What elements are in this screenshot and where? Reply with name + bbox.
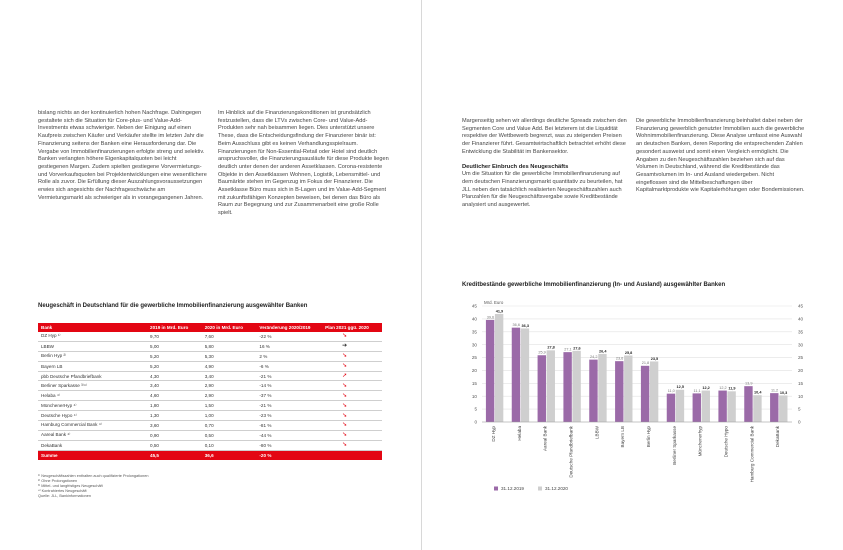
footnote: ³⁾ Mittel- und langfristiges Neugeschäft [38, 484, 103, 488]
y-tick-label-left: 15 [471, 380, 477, 386]
footnote: ²⁾ Ohne Prolongationen [38, 479, 78, 483]
trend-down-icon: ➘ [342, 442, 348, 449]
data-label: 23,5 [650, 356, 659, 361]
table-row [38, 391, 382, 401]
table-row [38, 401, 382, 411]
cell-2020: 5,30 [202, 351, 257, 361]
bar-2019 [615, 361, 623, 422]
bar-2020 [727, 391, 735, 422]
data-label: 36,3 [521, 323, 529, 328]
table-row [38, 421, 382, 431]
table-body [38, 332, 382, 460]
data-label: 41,9 [495, 309, 504, 314]
y-tick-label-right: 40 [798, 316, 804, 322]
cell-2020: 36,6 [202, 450, 257, 459]
cell-plan [322, 440, 382, 450]
cell-plan [322, 361, 382, 371]
table-footnotes [38, 474, 148, 499]
x-tick-label: Berlin Hyp [645, 426, 651, 448]
left-page [0, 0, 421, 550]
y-tick-label-right: 30 [798, 342, 804, 348]
cell-plan [322, 391, 382, 401]
cell-2020: 3,40 [202, 371, 257, 381]
cell-bank: Bayern LB [38, 361, 147, 371]
y-tick-label-right: 10 [798, 393, 804, 399]
bar-2020 [624, 355, 632, 422]
bar-2020 [547, 350, 555, 422]
y-tick-label-right: 25 [798, 355, 804, 361]
cell-2020: 0,10 [202, 440, 257, 450]
bar-2019 [693, 393, 701, 422]
trend-down-icon: ➘ [342, 363, 348, 370]
right-paragraph-2: Um die Situation für die gewerbliche Immobilienfinanzierung auf dem deutschen Finanzierungsmarkt quantitativ zu beurteilen, hat JLL neben den tatsächlich realisierten Neugeschäftszahlen auch Planzahlen für die Neugeschäftsvergabe sowie Kreditbestände analysiert und ausgewertet. [462, 171, 623, 209]
loan-portfolio-chart [452, 294, 822, 504]
footnote: ¹⁾ Neugeschäftszahlen enthalten auch qualifizierte Prolongationen [38, 474, 149, 478]
x-tick-label: LBBW [594, 426, 600, 440]
y-axis-unit: Mrd. Euro [484, 300, 504, 305]
x-tick-label: Berliner Sparkasse [671, 426, 677, 465]
data-label: 27,1 [564, 347, 572, 352]
left-paragraph-1: bislang nichts an der kontinuierlich hohen Nachfrage. Dahingegen gestaltete sich die Situation für Core-plus- und Value-Add-Investments etwas schwieriger. Neben der Einigung auf einen Kaufpreis zwischen Käufer und Verkäufer stellte im letzten Jahr die Finanzierung seitens der Banken eine Herausforderung dar. Die Vergabe von Immobilienfinanzierungen erfolgte streng und selektiv. Banken verlangten höhere Eigenkapitalquoten bei leicht gestiegenen Margen. Zudem spielten gestiegene Vorvermietungs- und Vorverkaufsquoten bei Projektentwicklungen eine wesentlichere Rolle als zuvor. Die Erfüllung dieser Auszahlungsvoraussetzungen erwies sich angesichts der Nachfrageschwäche am Vermietungsmarkt als schwieriger als in vorangegangenen Jahren. [38, 110, 207, 201]
cell-change: 2 % [256, 351, 322, 361]
cell-2019: 1,80 [147, 401, 202, 411]
cell-2020: 0,70 [202, 421, 257, 431]
header-bank: Bank [38, 323, 147, 332]
data-label: 10,3 [779, 390, 788, 395]
table-header-row [38, 323, 382, 332]
trend-down-icon: ➘ [342, 382, 348, 389]
cell-plan [322, 371, 382, 381]
footnote: ⁴⁾ Kontrahiertes Neugeschäft [38, 489, 87, 493]
cell-2019: 3,40 [147, 381, 202, 391]
data-label: 10,4 [754, 390, 762, 395]
data-label: 26,4 [599, 349, 607, 354]
data-label: 21,8 [641, 361, 650, 366]
trend-down-icon: ➘ [342, 412, 348, 419]
right-page [422, 0, 843, 550]
cell-2019: 1,30 [147, 411, 202, 421]
cell-bank: Berlin Hyp ²⁾ [38, 351, 147, 361]
y-tick-label-right: 5 [798, 406, 801, 412]
cell-2019: 5,20 [147, 351, 202, 361]
left-text-column-2 [218, 110, 390, 218]
cell-2019: 4,60 [147, 391, 202, 401]
trend-down-icon: ➘ [342, 392, 348, 399]
legend-label: 31.12.2019 [501, 486, 524, 491]
y-tick-label-right: 35 [798, 329, 804, 335]
data-label: 12,5 [676, 385, 684, 390]
bar-2019 [512, 328, 520, 422]
cell-bank: Summe [38, 450, 147, 459]
y-tick-label-left: 30 [471, 342, 477, 348]
footnote: Quelle: JLL, Bankinformationen [38, 494, 91, 498]
header-2020: 2020 in Mrd. Euro [202, 323, 257, 332]
left-text-column-1 [38, 110, 208, 202]
data-label: 36,6 [512, 323, 520, 328]
table-row [38, 341, 382, 351]
cell-bank: Aareal Bank ⁴⁾ [38, 430, 147, 440]
cell-bank: pbb Deutsche Pfandbriefbank [38, 371, 147, 381]
data-label: 25,9 [538, 350, 546, 355]
trend-flat-icon: ➔ [342, 343, 348, 350]
bar-2019 [589, 360, 597, 422]
x-tick-label: Hamburg Commercial Bank [749, 426, 755, 483]
cell-bank: DekaBank [38, 440, 147, 450]
x-tick-label: Helaba [516, 426, 522, 441]
cell-change: -80 % [256, 440, 322, 450]
cell-2020: 1,00 [202, 411, 257, 421]
cell-bank: Deutsche Hypo ⁴⁾ [38, 411, 147, 421]
cell-change: -20 % [256, 450, 322, 459]
cell-bank: Berliner Sparkasse ³⁾⁴⁾ [38, 381, 147, 391]
y-tick-label-left: 35 [471, 329, 477, 335]
right-text-column-1 [462, 118, 627, 210]
trend-down-icon: ➘ [342, 432, 348, 439]
y-tick-label-left: 25 [471, 355, 477, 361]
cell-2019: 4,30 [147, 371, 202, 381]
data-label: 23,6 [615, 356, 624, 361]
cell-bank: DZ Hyp ¹⁾ [38, 332, 147, 341]
data-label: 11,2 [771, 388, 779, 393]
legend-swatch [538, 487, 542, 491]
data-label: 27,8 [547, 345, 555, 350]
cell-change: -6 % [256, 361, 322, 371]
y-tick-label-left: 45 [471, 303, 477, 309]
data-label: 11,0 [667, 389, 675, 394]
data-label: 11,9 [728, 386, 736, 391]
cell-2020: 5,80 [202, 341, 257, 351]
legend-swatch [494, 487, 498, 491]
trend-down-icon: ➘ [342, 353, 348, 360]
data-label: 27,6 [573, 346, 581, 351]
bar-2019 [538, 355, 546, 422]
y-tick-label-left: 10 [471, 393, 477, 399]
y-tick-label-right: 45 [798, 303, 804, 309]
bar-2020 [650, 361, 658, 422]
cell-2020: 4,90 [202, 361, 257, 371]
x-tick-label: Bayern LB [620, 426, 626, 448]
cell-change: -44 % [256, 430, 322, 440]
table-row [38, 440, 382, 450]
header-plan: Plan 2021 ggü. 2020 [322, 323, 382, 332]
table-row [38, 332, 382, 341]
cell-plan [322, 450, 382, 459]
cell-plan [322, 332, 382, 341]
cell-plan [322, 401, 382, 411]
table-row [38, 361, 382, 371]
y-tick-label-right: 20 [798, 368, 804, 374]
data-label: 13,9 [745, 381, 753, 386]
cell-2019: 0,50 [147, 440, 202, 450]
trend-down-icon: ➘ [342, 333, 348, 340]
y-tick-label-right: 15 [798, 380, 804, 386]
bar-2019 [744, 386, 752, 422]
table-total-row [38, 450, 382, 459]
cell-2020: 7,60 [202, 332, 257, 341]
bar-2020 [495, 314, 503, 422]
trend-down-icon: ➘ [342, 422, 348, 429]
bar-2020 [598, 354, 606, 422]
cell-change: -14 % [256, 381, 322, 391]
cell-change: -81 % [256, 421, 322, 431]
cell-2020: 0,50 [202, 430, 257, 440]
cell-2019: 5,20 [147, 361, 202, 371]
cell-change: -21 % [256, 371, 322, 381]
data-label: 12,2 [719, 385, 727, 390]
cell-plan [322, 351, 382, 361]
cell-bank: Helaba ⁴⁾ [38, 391, 147, 401]
y-tick-label-left: 5 [474, 406, 477, 412]
data-label: 24,2 [590, 355, 598, 360]
cell-bank: LBBW [38, 341, 147, 351]
cell-2019: 45,5 [147, 450, 202, 459]
cell-change: -21 % [256, 401, 322, 411]
bar-2019 [718, 391, 726, 422]
table-title: Neugeschäft in Deutschland für die gewerbliche Immobilienfinanzierung ausgewählter Banken [38, 303, 308, 309]
x-tick-label: Deutsche Pfandbriefbank [568, 426, 574, 478]
table-row [38, 371, 382, 381]
bar-2019 [641, 366, 649, 422]
x-tick-label: DZ Hyp [490, 426, 496, 442]
cell-bank: MünchenerHyp ⁴⁾ [38, 401, 147, 411]
legend-label: 31.12.2020 [545, 486, 568, 491]
right-paragraph-3: Die gewerbliche Immobilienfinanzierung beinhaltet dabei neben der Finanzierung gewerblich genutzter Immobilien auch die gewerbliche Wohnimmobilienfinanzierung. Diese Analyse umfasst eine Auswahl an deutschen Banken, deren Reporting die entsprechenden Zahlen gesondert ausweist und somit einen Vergleich ermöglicht. Die Angaben zu den Neugeschäftszahlen beziehen sich auf das Volumen in Deutschland, während die Kreditbestände das Gesamtvolumen im In- und Ausland wiedergeben. Nicht eingeflossen sind die Mittelbeschaffungen über Kapitalmarktprodukte wie Kapitalerhöhungen oder Bondemissionen. [636, 118, 805, 194]
cell-plan [322, 411, 382, 421]
cell-2019: 5,00 [147, 341, 202, 351]
right-text-column-2 [636, 118, 806, 195]
right-paragraph-1: Margenseitig sehen wir allerdings deutliche Spreads zwischen den Segmenten Core und Value Add. Bei letzterem ist die Liquidität respektive der Wettbewerb begrenzt, was zu steigenden Preisen der Finanzierer führt. Gesamtwirtschaftlich betrachtet erhöht diese Entwicklung die Stabilität im Bankensektor. [462, 118, 627, 155]
cell-bank: Hamburg Commercial Bank ⁴⁾ [38, 421, 147, 431]
y-tick-label-left: 0 [474, 419, 477, 425]
y-tick-label-right: 0 [798, 419, 801, 425]
y-tick-label-left: 40 [471, 316, 477, 322]
bar-2020 [521, 328, 529, 422]
bar-2020 [779, 395, 787, 422]
bar-2020 [572, 351, 580, 422]
cell-change: 16 % [256, 341, 322, 351]
trend-up-icon: ➚ [342, 373, 348, 379]
bar-2019 [563, 352, 571, 422]
cell-plan [322, 341, 382, 351]
data-label: 11,1 [693, 388, 701, 393]
table-row [38, 430, 382, 440]
cell-2020: 1,50 [202, 401, 257, 411]
data-label: 39,6 [486, 315, 495, 320]
bar-2019 [667, 394, 675, 422]
data-label: 25,8 [624, 350, 633, 355]
x-tick-label: Aareal Bank [542, 426, 548, 452]
cell-2019: 9,70 [147, 332, 202, 341]
cell-change: -22 % [256, 332, 322, 341]
cell-2019: 3,60 [147, 421, 202, 431]
new-business-table [38, 323, 382, 460]
cell-2019: 0,90 [147, 430, 202, 440]
x-tick-label: Deutsche Hypo [723, 426, 729, 458]
bar-2019 [486, 320, 494, 422]
cell-plan [322, 421, 382, 431]
cell-change: -23 % [256, 411, 322, 421]
x-tick-label: Münchenerhyp [697, 426, 703, 457]
header-change: Veränderung 2020/2019 [256, 323, 322, 332]
table-row [38, 411, 382, 421]
x-tick-label: DekaBank [775, 426, 781, 448]
cell-2020: 2,90 [202, 381, 257, 391]
chart-title: Kreditbestände gewerbliche Immobilienfinanzierung (In- und Ausland) ausgewählter Banken [462, 282, 726, 288]
left-paragraph-2: Im Hinblick auf die Finanzierungskonditionen ist grundsätzlich festzustellen, dass die LTVs zwischen Core- und Value-Add-Produkten sehr nah beisammen liegen. Dies unterstützt unsere These, dass die Entscheidungsfindung der Finanzierer binär ist: Beim Ausschluss gibt es keinen Verhandlungsspielraum. Finanzierungen für Non-Essential-Retail oder Hotel sind deutlich anspruchsvoller, die Finanzierungsausläufe für diese Produkte liegen deutlich unter denen der anderen Assetklassen. Corona-resistente Objekte in den Assetklassen Wohnen, Logistik, Lebensmittel- und Baumärkte stehen im Gegenzug im Fokus der Finanzierer. Die Assetklasse Büro muss sich in B-Lagen und im Value-Add-Segment mit zukunftsfähigen Konzepten beweisen, bei denen das Büro als Raum zur Begegnung und zur Zusammenarbeit eine große Rolle spielt. [218, 110, 389, 217]
right-section-heading: Deutlicher Einbruch des Neugeschäfts [462, 163, 569, 170]
bar-2020 [676, 390, 684, 422]
table-row [38, 351, 382, 361]
data-label: 12,2 [702, 385, 710, 390]
cell-plan [322, 430, 382, 440]
y-tick-label-left: 20 [471, 368, 477, 374]
trend-down-icon: ➘ [342, 402, 348, 409]
header-2019: 2019 in Mrd. Euro [147, 323, 202, 332]
cell-change: -37 % [256, 391, 322, 401]
table-row [38, 381, 382, 391]
bar-2020 [753, 395, 761, 422]
bar-2019 [770, 393, 778, 422]
bar-2020 [702, 391, 710, 422]
cell-2020: 2,90 [202, 391, 257, 401]
cell-plan [322, 381, 382, 391]
